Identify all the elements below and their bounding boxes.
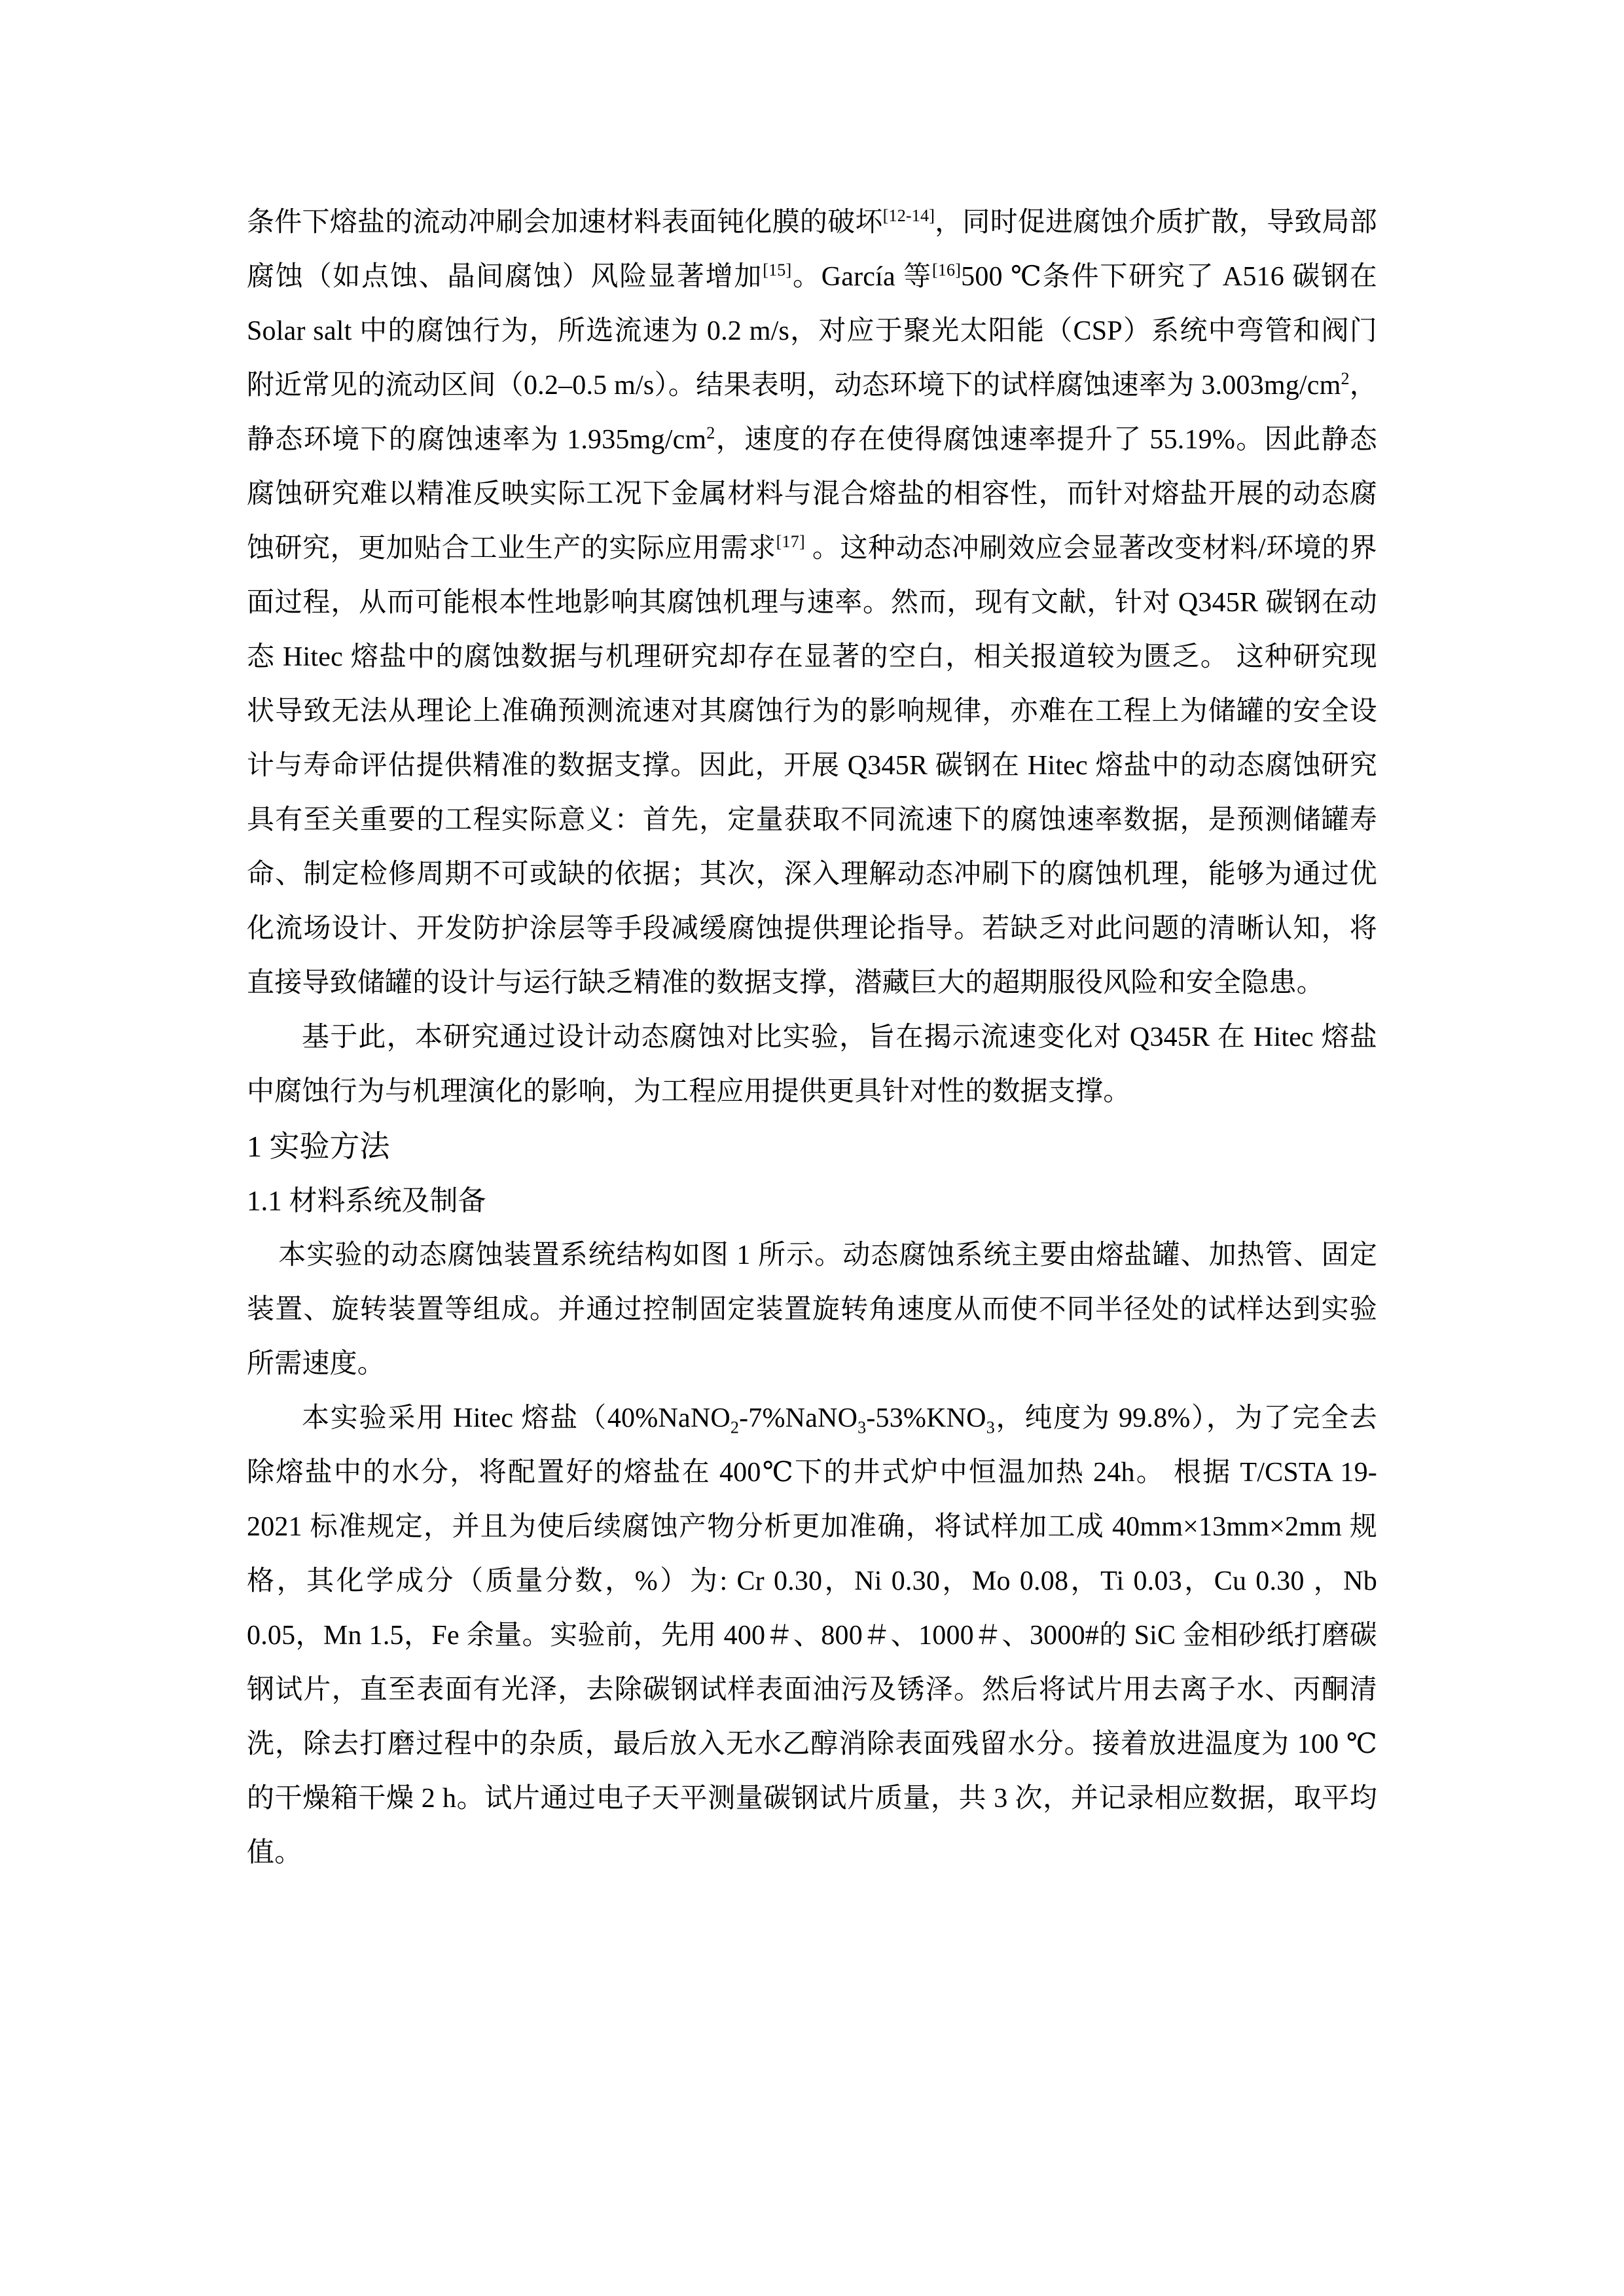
- paragraph-salt-and-specimen-preparation: 本实验采用 Hitec 熔盐（$40\%NaNO_2-7\%NaNO_3-53\%KNO_3$，纯度为 99.8%），为了完全去除熔盐中的水分，将配置好的熔盐在 400℃下的井式炉中恒温加热 24h。 根据 T/CSTA 19-2021 标准规定，并且为使后续腐蚀产物分析更加准确，将试样加工成 40mm×13mm×2mm 规格，其化学成分（质量分数，%）为: Cr 0.30，Ni 0.30，Mo 0.08，Ti 0.03，Cu 0.30 ，Nb 0.05，Mn 1.5，Fe 余量。实验前，先用 400＃、800＃、1000＃、3000#的 SiC 金相砂纸打磨碳钢试片，直至表面有光泽，去除碳钢试样表面油污及锈泽。然后将试片用去离子水、丙酮清洗，除去打磨过程中的杂质，最后放入无水乙醇消除表面残留水分。接着放进温度为 100 ℃的干燥箱干燥 2 h。试片通过电子天平测量碳钢试片质量，共 3 次，并记录相应数据，取平均值。: [247, 1403, 1377, 1868]
- citation-superscript: [16]: [931, 260, 962, 279]
- paragraph-apparatus-description: 本实验的动态腐蚀装置系统结构如图 1 所示。动态腐蚀系统主要由熔盐罐、加热管、固定装置、旋转装置等组成。并通过控制固定装置旋转角速度从而使不同半径处的试样达到实验所需速度。: [247, 1240, 1377, 1379]
- chemical-subscript: 3: [857, 1418, 867, 1437]
- heading-experimental-methods: 1 实验方法: [247, 1130, 390, 1163]
- page-body: [247, 196, 1377, 1880]
- citation-superscript: 2: [706, 423, 715, 442]
- citation-superscript: 2: [1341, 369, 1350, 388]
- chemical-subscript: 3: [986, 1418, 995, 1437]
- citation-superscript: [17]: [776, 532, 805, 551]
- citation-superscript: [15]: [763, 260, 792, 279]
- citation-superscript: [12-14]: [882, 206, 935, 225]
- paragraph-flow-corrosion-intro: 条件下熔盐的流动冲刷会加速材料表面钝化膜的破坏[12-14]，同时促进腐蚀介质扩散，导致局部腐蚀（如点蚀、晶间腐蚀）风险显著增加[15]。García 等[16]500 ℃条件下研究了 A516 碳钢在 Solar salt 中的腐蚀行为，所选流速为 0.2 m/s，对应于聚光太阳能（CSP）系统中弯管和阀门附近常见的流动区间（0.2–0.5 m/s）。结果表明，动态环境下的试样腐蚀速率为 $3.003mg/cm^2$，静态环境下的腐蚀速率为 $1.935mg/cm^2$，速度的存在使得腐蚀速率提升了 55.19%。因此静态腐蚀研究难以精准反映实际工况下金属材料与混合熔盐的相容性，而针对熔盐开展的动态腐蚀研究，更加贴合工业生产的实际应用需求[17] 。这种动态冲刷效应会显著改变材料/环境的界面过程，从而可能根本性地影响其腐蚀机理与速率。然而，现有文献，针对 Q345R 碳钢在动态 Hitec 熔盐中的腐蚀数据与机理研究却存在显著的空白，相关报道较为匮乏。 这种研究现状导致无法从理论上准确预测流速对其腐蚀行为的影响规律，亦难在工程上为储罐的安全设计与寿命评估提供精准的数据支撑。因此，开展 Q345R 碳钢在 Hitec 熔盐中的动态腐蚀研究具有至关重要的工程实际意义：首先，定量获取不同流速下的腐蚀速率数据，是预测储罐寿命、制定检修周期不可或缺的依据；其次，深入理解动态冲刷下的腐蚀机理，能够为通过优化流场设计、开发防护涂层等手段减缓腐蚀提供理论指导。若缺乏对此问题的清晰认知，将直接导致储罐的设计与运行缺乏精准的数据支撑，潜藏巨大的超期服役风险和安全隐患。: [247, 206, 1378, 998]
- chemical-subscript: 2: [730, 1418, 740, 1437]
- paragraph-study-purpose: 基于此，本研究通过设计动态腐蚀对比实验，旨在揭示流速变化对 Q345R 在 Hitec 熔盐中腐蚀行为与机理演化的影响，为工程应用提供更具针对性的数据支撑。: [247, 1022, 1377, 1107]
- heading-materials-preparation: 1.1 材料系统及制备: [247, 1186, 486, 1217]
